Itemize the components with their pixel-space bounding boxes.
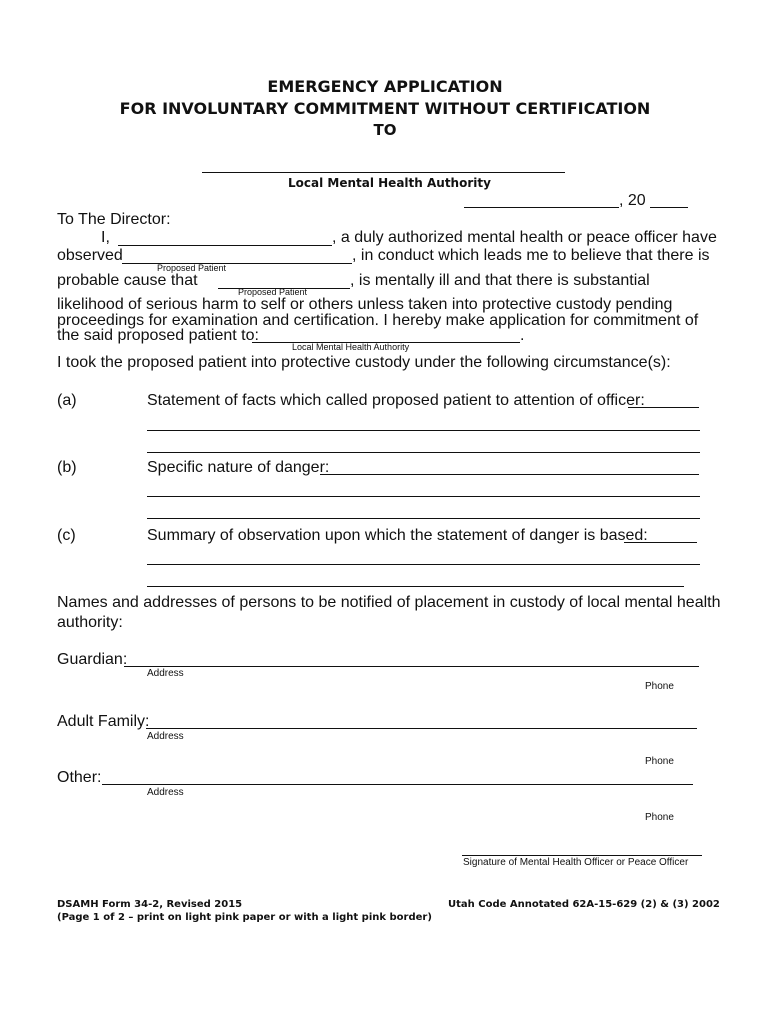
custody-circumstances-intro: I took the proposed patient into protective custody under the following circumstance(s):	[57, 354, 671, 371]
other-field[interactable]	[102, 784, 693, 785]
form-title-line2: FOR INVOLUNTARY COMMITMENT WITHOUT CERTIFICATION	[119, 99, 651, 118]
intro-line6-start: the said proposed patient to:	[57, 327, 259, 344]
salutation: To The Director:	[57, 211, 171, 228]
other-address-caption: Address	[147, 787, 184, 798]
signature-field[interactable]	[462, 855, 702, 856]
proposed-patient-caption-2: Proposed Patient	[238, 287, 308, 297]
officer-name-field[interactable]	[118, 245, 332, 246]
item-c-field-line2[interactable]	[147, 586, 684, 587]
item-a-text: Statement of facts which called proposed patient to attention of officer:	[147, 392, 645, 409]
proposed-patient-caption-1: Proposed Patient	[157, 263, 227, 273]
guardian-field[interactable]	[124, 666, 699, 667]
item-c-field-inline[interactable]	[624, 542, 697, 543]
adult-family-label: Adult Family:	[57, 713, 150, 730]
signature-caption: Signature of Mental Health Officer or Peace Officer	[463, 857, 689, 868]
notify-line2: authority:	[57, 614, 123, 631]
other-phone-caption: Phone	[645, 812, 674, 823]
intro-line2-end: , in conduct which leads me to believe that there is	[352, 247, 710, 264]
item-c-text: Summary of observation upon which the statement of danger is based:	[147, 527, 648, 544]
form-id: DSAMH Form 34-2, Revised 2015	[57, 899, 243, 910]
item-a-label: (a)	[57, 392, 77, 409]
item-a-field-line2[interactable]	[147, 452, 700, 453]
form-title-line3: TO	[373, 121, 397, 139]
intro-line3-start: probable cause that	[57, 272, 198, 289]
date-suffix: , 20	[619, 192, 646, 209]
authority-caption: Local Mental Health Authority	[288, 176, 491, 190]
intro-line3-end: , is mentally ill and that there is substantial	[350, 272, 650, 289]
item-b-text: Specific nature of danger:	[147, 459, 330, 476]
notify-line1: Names and addresses of persons to be notified of placement in custody of local mental health	[57, 594, 721, 611]
other-label: Other:	[57, 769, 102, 786]
form-title-line1: EMERGENCY APPLICATION	[267, 77, 503, 96]
item-b-field-line1[interactable]	[147, 496, 700, 497]
intro-line4: likelihood of serious harm to self or others unless taken into protective custody pending	[57, 296, 673, 313]
adult-family-phone-caption: Phone	[645, 756, 674, 767]
adult-family-address-caption: Address	[147, 731, 184, 742]
intro-line1-end: , a duly authorized mental health or peace officer have	[332, 229, 717, 246]
item-c-field-line1[interactable]	[147, 564, 700, 565]
authority-caption-small: Local Mental Health Authority	[292, 342, 410, 352]
code-reference: Utah Code Annotated 62A-15-629 (2) & (3) 2002	[448, 899, 720, 910]
date-field[interactable]	[464, 207, 619, 208]
item-a-field-inline[interactable]	[628, 407, 699, 408]
item-c-label: (c)	[57, 527, 76, 544]
guardian-label: Guardian:	[57, 651, 128, 668]
page-note: (Page 1 of 2 – print on light pink paper or with a light pink border)	[57, 912, 432, 923]
item-b-field-line2[interactable]	[147, 518, 700, 519]
adult-family-field[interactable]	[146, 728, 697, 729]
guardian-phone-caption: Phone	[645, 681, 674, 692]
item-b-field-inline[interactable]	[320, 474, 699, 475]
intro-line2-start: observed	[57, 247, 123, 264]
intro-line6-end: .	[520, 327, 525, 344]
item-a-field-line1[interactable]	[147, 430, 700, 431]
intro-line5: proceedings for examination and certification. I hereby make application for commitment of	[57, 312, 699, 329]
guardian-address-caption: Address	[147, 668, 184, 679]
item-b-label: (b)	[57, 459, 77, 476]
intro-line1-start: I,	[101, 229, 110, 246]
authority-name-field[interactable]	[202, 172, 565, 173]
year-field[interactable]	[650, 207, 688, 208]
